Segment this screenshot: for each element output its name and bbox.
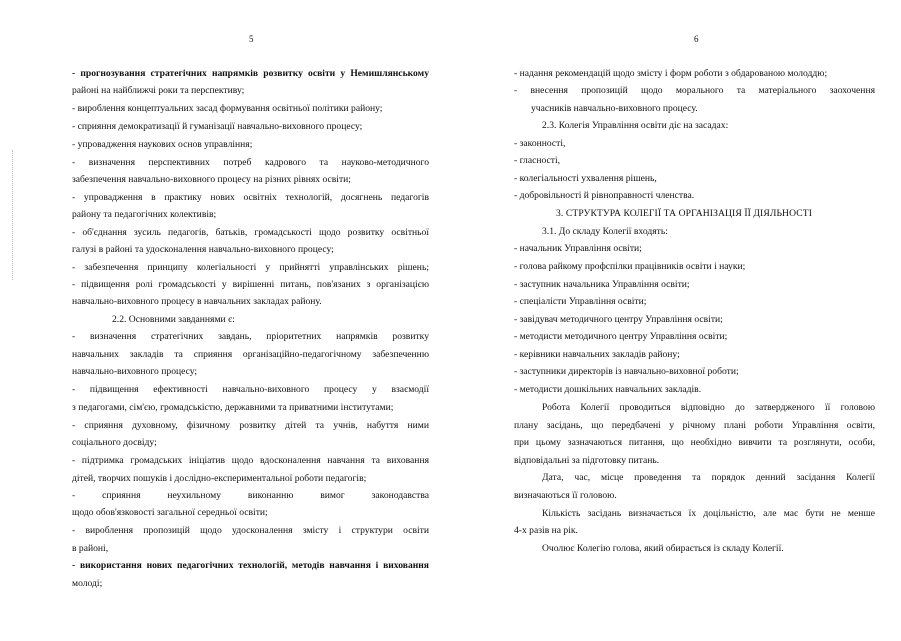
text-line: районі на найближчі роки та перспективу;	[72, 85, 245, 96]
page-number-left: 5	[249, 34, 254, 44]
margin-mark	[12, 150, 17, 280]
text-line: соціального досвіду;	[72, 437, 157, 448]
text-line: в районі,	[72, 543, 109, 554]
text-line: - визначення перспективних потреб кадрового та науково-методичного	[72, 157, 429, 168]
text-line: - методисти методичного центру Управління освіти;	[514, 331, 728, 342]
section-heading: 2.2. Основними завданнями є:	[112, 314, 235, 325]
text-line: - підвищення ролі громадськості у вирішенні питань, пов'язаних з організацією	[72, 279, 429, 290]
text-line: - прогнозування стратегічних напрямків розвитку освіти у Немишлянському	[72, 68, 429, 79]
text-line: - внесення пропозицій щодо морального та матеріального заохочення	[514, 85, 875, 96]
page-number-right: 6	[694, 34, 699, 44]
text-line: - вироблення концептуальних засад формування освітньої політики району;	[72, 103, 383, 114]
text-line: - упровадження в практику нових освітніх технологій, досягнень педагогів	[72, 192, 429, 203]
text-line: - добровільності й рівноправності членства.	[514, 190, 695, 201]
text-line: - сприяння демократизації й гуманізації навчально-виховного процесу;	[72, 121, 363, 132]
text-line: - гласності,	[514, 155, 561, 166]
text-line: щодо обов'язковості загальної середньої освіти;	[72, 507, 268, 518]
text-line: - об'єднання зусиль педагогів, батьків, громадськості щодо розвитку освітньої	[72, 227, 429, 238]
text-line: - заступник начальника Управління освіти;	[514, 279, 690, 290]
text-line: забезпечення навчально-виховного процесу на різних рівнях освіти;	[72, 174, 351, 185]
text-line: - сприяння неухильному виконанню вимог законодавства	[72, 490, 429, 501]
left-page	[0, 0, 450, 641]
text-line: - начальник Управління освіти;	[514, 243, 642, 254]
text-line: - використання нових педагогічних технологій, методів навчання і виховання	[72, 560, 429, 571]
text-line: - заступники директорів із навчально-виховної роботи;	[514, 366, 739, 377]
text-line: - упровадження наукових основ управління;	[72, 139, 253, 150]
text-line: - керівники навчальних закладів району;	[514, 349, 680, 360]
text-line: - визначення стратегічних завдань, пріоритетних напрямків розвитку	[72, 331, 429, 342]
text-line: Кількість засідань визначається їх доцільністю, але має бути не менше	[542, 508, 875, 519]
text-line: дітей, творчих пошуків і дослідно-експериментальної роботи педагогів;	[72, 473, 367, 484]
text-line: галузі в районі та удосконалення навчально-виховного процесу;	[72, 244, 334, 255]
text-line: плану засідань, що передбачені у річному плані роботи Управління освіти,	[514, 420, 875, 431]
text-line: - голова райкому профспілки працівників освіти і науки;	[514, 261, 746, 272]
text-line: - завідувач методичного центру Управління освіти;	[514, 314, 723, 325]
text-line: - сприяння духовному, фізичному розвитку дітей та учнів, набуття ними	[72, 420, 429, 431]
text-line: при цьому зазначаються питання, що необхідно вивчити та розглянути, особи,	[514, 437, 875, 448]
text-line: - колегіальності ухвалення рішень,	[514, 173, 657, 184]
text-line: - забезпечення принципу колегіальності у прийнятті управлінських рішень;	[72, 262, 429, 273]
text-line: визначаються її головою.	[514, 490, 617, 501]
text-line: навчальних закладів та сприяння організаційно-педагогічному забезпеченню	[72, 349, 429, 360]
text-line: - підвищення ефективності навчально-виховного процесу у взаємодії	[72, 384, 429, 395]
text-line: - надання рекомендацій щодо змісту і форм роботи з обдарованою молоддю;	[514, 68, 828, 79]
text-line: відповідальні за підготовку питань.	[514, 455, 660, 466]
text-line: 4-х разів на рік.	[514, 525, 578, 536]
text-line: навчально-виховного процесу в навчальних закладах району.	[72, 296, 322, 307]
section-heading: 2.3. Колегія Управління освіти діє на засадах:	[542, 120, 729, 131]
text-line: учасників навчально-виховного процесу.	[531, 103, 698, 114]
section-heading: 3.1. До складу Колегії входять:	[542, 226, 668, 237]
text-line: Очолює Колегію голова, який обирається із складу Колегії.	[542, 543, 784, 554]
text-line: Дата, час, місце проведення та порядок денний засідання Колегії	[542, 472, 875, 483]
text-line: - підтримка громадських ініціатив щодо вдосконалення навчання та виховання	[72, 455, 429, 466]
text-line: з педагогами, сім'єю, громадськістю, державними та приватними інститутами;	[72, 402, 394, 413]
text-line: - вироблення пропозицій щодо удосконалення змісту і структури освіти	[72, 525, 429, 536]
right-page	[450, 0, 901, 641]
text-line: Робота Колегії проводиться відповідно до затвердженого її головою	[542, 402, 875, 413]
chapter-heading: 3. СТРУКТУРА КОЛЕГІЇ ТА ОРГАНІЗАЦІЯ ЇЇ ДІЯЛЬНОСТІ	[556, 208, 812, 219]
text-line: - законності,	[514, 138, 566, 149]
text-line: - спеціалісти Управління освіти;	[514, 296, 647, 307]
text-line: - методисти дошкільних навчальних закладів.	[514, 384, 702, 395]
text-line: навчально-виховного процесу;	[72, 366, 198, 377]
text-line: молоді;	[72, 578, 103, 589]
text-line: району та педагогічних колективів;	[72, 209, 217, 220]
